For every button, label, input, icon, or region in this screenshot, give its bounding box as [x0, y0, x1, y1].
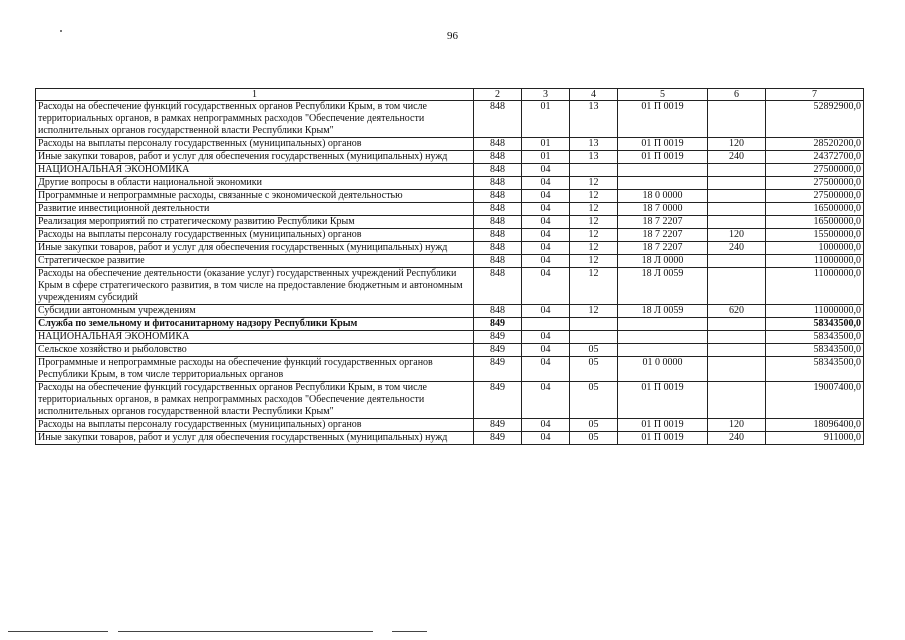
row-admin-code: 848: [474, 229, 522, 242]
row-admin-code: 848: [474, 164, 522, 177]
row-admin-code: 849: [474, 382, 522, 419]
row-target-article: 01 0 0000: [618, 357, 708, 382]
row-name: Расходы на обеспечение функций государственных органов Республики Крым, в том числе территориальных органов, в рамках непрограммных расходов "Обеспечение деятельности исполнительных органов государственной власти Республики Крым": [36, 382, 474, 419]
table-row: [36, 419, 864, 432]
row-target-article: 18 Л 0000: [618, 255, 708, 268]
row-subsection: [570, 331, 618, 344]
row-amount: 27500000,0: [766, 190, 864, 203]
row-admin-code: 848: [474, 242, 522, 255]
row-admin-code: 848: [474, 177, 522, 190]
row-expense-type: 240: [708, 432, 766, 445]
row-amount: 58343500,0: [766, 331, 864, 344]
row-amount: 11000000,0: [766, 255, 864, 268]
row-target-article: 18 7 0000: [618, 203, 708, 216]
row-name: НАЦИОНАЛЬНАЯ ЭКОНОМИКА: [36, 331, 474, 344]
row-name: Расходы на выплаты персоналу государственных (муниципальных) органов: [36, 229, 474, 242]
row-admin-code: 848: [474, 151, 522, 164]
bottom-rule-middle: [118, 631, 373, 632]
row-amount: 52892900,0: [766, 101, 864, 138]
row-name: Программные и непрограммные расходы на обеспечение функций государственных органов Республики Крым, в том числе территориальных органов: [36, 357, 474, 382]
row-target-article: [618, 344, 708, 357]
row-target-article: [618, 331, 708, 344]
row-subsection: 12: [570, 305, 618, 318]
page-number: 96: [447, 30, 458, 42]
row-amount: 11000000,0: [766, 305, 864, 318]
row-name: Расходы на выплаты персоналу государственных (муниципальных) органов: [36, 419, 474, 432]
row-target-article: 18 Л 0059: [618, 268, 708, 305]
table-row: [36, 203, 864, 216]
row-section: 04: [522, 177, 570, 190]
row-target-article: 18 7 2207: [618, 229, 708, 242]
row-amount: 16500000,0: [766, 203, 864, 216]
row-section: 04: [522, 344, 570, 357]
row-name: Развитие инвестиционной деятельности: [36, 203, 474, 216]
row-target-article: [618, 164, 708, 177]
table-row: [36, 151, 864, 164]
table-row: [36, 216, 864, 229]
row-amount: 58343500,0: [766, 357, 864, 382]
row-section: 04: [522, 229, 570, 242]
row-name: Расходы на обеспечение функций государственных органов Республики Крым, в том числе территориальных органов, в рамках непрограммных расходов "Обеспечение деятельности исполнительных органов государственной власти Республики Крым": [36, 101, 474, 138]
row-section: 04: [522, 331, 570, 344]
col-header-2: 2: [474, 89, 522, 101]
row-expense-type: 620: [708, 305, 766, 318]
row-name: Стратегическое развитие: [36, 255, 474, 268]
row-expense-type: [708, 318, 766, 331]
row-subsection: 05: [570, 344, 618, 357]
table-row: [36, 229, 864, 242]
row-admin-code: 848: [474, 216, 522, 229]
table-row: [36, 138, 864, 151]
row-amount: 911000,0: [766, 432, 864, 445]
row-target-article: 18 7 2207: [618, 216, 708, 229]
row-admin-code: 848: [474, 268, 522, 305]
row-section: 01: [522, 101, 570, 138]
row-target-article: 18 0 0000: [618, 190, 708, 203]
row-section: 04: [522, 432, 570, 445]
header-row: [36, 89, 864, 101]
row-subsection: 12: [570, 255, 618, 268]
table-row: [36, 331, 864, 344]
budget-table: [35, 88, 864, 445]
row-name: Иные закупки товаров, работ и услуг для обеспечения государственных (муниципальных) нужд: [36, 242, 474, 255]
row-amount: 11000000,0: [766, 268, 864, 305]
row-amount: 16500000,0: [766, 216, 864, 229]
row-expense-type: 120: [708, 229, 766, 242]
row-admin-code: 848: [474, 190, 522, 203]
table-row: [36, 382, 864, 419]
table-row: [36, 190, 864, 203]
row-section: 04: [522, 419, 570, 432]
row-section: 01: [522, 138, 570, 151]
row-amount: 58343500,0: [766, 344, 864, 357]
row-subsection: 12: [570, 177, 618, 190]
col-header-7: 7: [766, 89, 864, 101]
col-header-6: 6: [708, 89, 766, 101]
table-row: [36, 164, 864, 177]
row-name: Программные и непрограммные расходы, связанные с экономической деятельностью: [36, 190, 474, 203]
row-amount: 28520200,0: [766, 138, 864, 151]
row-target-article: 01 П 0019: [618, 382, 708, 419]
row-target-article: [618, 318, 708, 331]
row-expense-type: [708, 331, 766, 344]
row-section: 04: [522, 190, 570, 203]
row-name: Иные закупки товаров, работ и услуг для обеспечения государственных (муниципальных) нужд: [36, 432, 474, 445]
table-row: [36, 305, 864, 318]
row-name: Сельское хозяйство и рыболовство: [36, 344, 474, 357]
row-expense-type: [708, 203, 766, 216]
row-section: 04: [522, 382, 570, 419]
row-target-article: 01 П 0019: [618, 138, 708, 151]
row-subsection: 13: [570, 151, 618, 164]
row-section: 04: [522, 305, 570, 318]
row-subsection: 12: [570, 242, 618, 255]
row-subsection: 05: [570, 382, 618, 419]
col-header-3: 3: [522, 89, 570, 101]
row-target-article: 01 П 0019: [618, 432, 708, 445]
row-target-article: 01 П 0019: [618, 419, 708, 432]
col-header-5: 5: [618, 89, 708, 101]
row-subsection: 12: [570, 216, 618, 229]
row-name: Расходы на выплаты персоналу государственных (муниципальных) органов: [36, 138, 474, 151]
row-name: Субсидии автономным учреждениям: [36, 305, 474, 318]
row-target-article: 01 П 0019: [618, 101, 708, 138]
row-expense-type: [708, 164, 766, 177]
row-admin-code: 848: [474, 101, 522, 138]
row-amount: 18096400,0: [766, 419, 864, 432]
row-subsection: 12: [570, 190, 618, 203]
col-header-4: 4: [570, 89, 618, 101]
row-expense-type: 120: [708, 419, 766, 432]
table-body: [36, 101, 864, 445]
row-subsection: 13: [570, 101, 618, 138]
row-name: Реализация мероприятий по стратегическому развитию Республики Крым: [36, 216, 474, 229]
table-row: [36, 268, 864, 305]
row-subsection: 12: [570, 203, 618, 216]
bottom-rule-right: [392, 631, 427, 632]
row-amount: 24372700,0: [766, 151, 864, 164]
table-row: [36, 255, 864, 268]
row-amount: 58343500,0: [766, 318, 864, 331]
scan-speck: [60, 30, 62, 32]
row-target-article: 01 П 0019: [618, 151, 708, 164]
row-amount: 27500000,0: [766, 164, 864, 177]
row-admin-code: 849: [474, 357, 522, 382]
row-name: Расходы на обеспечение деятельности (оказание услуг) государственных учреждений Республики Крым в сфере стратегического развития, в том числе на предоставление бюджетным и автономным учреждениям субсидий: [36, 268, 474, 305]
row-amount: 1000000,0: [766, 242, 864, 255]
row-section: 04: [522, 242, 570, 255]
row-expense-type: [708, 216, 766, 229]
table-row: [36, 318, 864, 331]
row-section: 01: [522, 151, 570, 164]
row-name: Другие вопросы в области национальной экономики: [36, 177, 474, 190]
row-target-article: 18 Л 0059: [618, 305, 708, 318]
table-row: [36, 357, 864, 382]
row-subsection: 12: [570, 229, 618, 242]
row-admin-code: 849: [474, 419, 522, 432]
row-amount: 27500000,0: [766, 177, 864, 190]
row-expense-type: [708, 344, 766, 357]
row-section: 04: [522, 268, 570, 305]
row-amount: 19007400,0: [766, 382, 864, 419]
row-admin-code: 849: [474, 432, 522, 445]
row-expense-type: [708, 255, 766, 268]
row-section: 04: [522, 357, 570, 382]
bottom-rule-left: [8, 631, 108, 632]
row-subsection: 05: [570, 357, 618, 382]
row-admin-code: 848: [474, 305, 522, 318]
row-expense-type: [708, 382, 766, 419]
col-header-1: 1: [36, 89, 474, 101]
row-subsection: 05: [570, 419, 618, 432]
row-expense-type: [708, 101, 766, 138]
row-subsection: 13: [570, 138, 618, 151]
row-admin-code: 848: [474, 203, 522, 216]
row-expense-type: [708, 190, 766, 203]
row-expense-type: 240: [708, 151, 766, 164]
row-expense-type: [708, 357, 766, 382]
row-subsection: [570, 318, 618, 331]
row-admin-code: 848: [474, 138, 522, 151]
row-subsection: [570, 164, 618, 177]
row-amount: 15500000,0: [766, 229, 864, 242]
table-row: [36, 344, 864, 357]
row-admin-code: 849: [474, 318, 522, 331]
row-admin-code: 848: [474, 255, 522, 268]
table-row: [36, 432, 864, 445]
row-admin-code: 849: [474, 331, 522, 344]
row-section: 04: [522, 216, 570, 229]
row-name: Служба по земельному и фитосанитарному надзору Республики Крым: [36, 318, 474, 331]
row-subsection: 05: [570, 432, 618, 445]
table-row: [36, 101, 864, 138]
row-expense-type: 240: [708, 242, 766, 255]
row-section: 04: [522, 164, 570, 177]
row-target-article: 18 7 2207: [618, 242, 708, 255]
row-section: [522, 318, 570, 331]
row-section: 04: [522, 255, 570, 268]
row-name: Иные закупки товаров, работ и услуг для обеспечения государственных (муниципальных) нужд: [36, 151, 474, 164]
row-subsection: 12: [570, 268, 618, 305]
row-admin-code: 849: [474, 344, 522, 357]
row-section: 04: [522, 203, 570, 216]
row-expense-type: 120: [708, 138, 766, 151]
row-name: НАЦИОНАЛЬНАЯ ЭКОНОМИКА: [36, 164, 474, 177]
table-row: [36, 177, 864, 190]
row-expense-type: [708, 268, 766, 305]
row-target-article: [618, 177, 708, 190]
row-expense-type: [708, 177, 766, 190]
table-row: [36, 242, 864, 255]
